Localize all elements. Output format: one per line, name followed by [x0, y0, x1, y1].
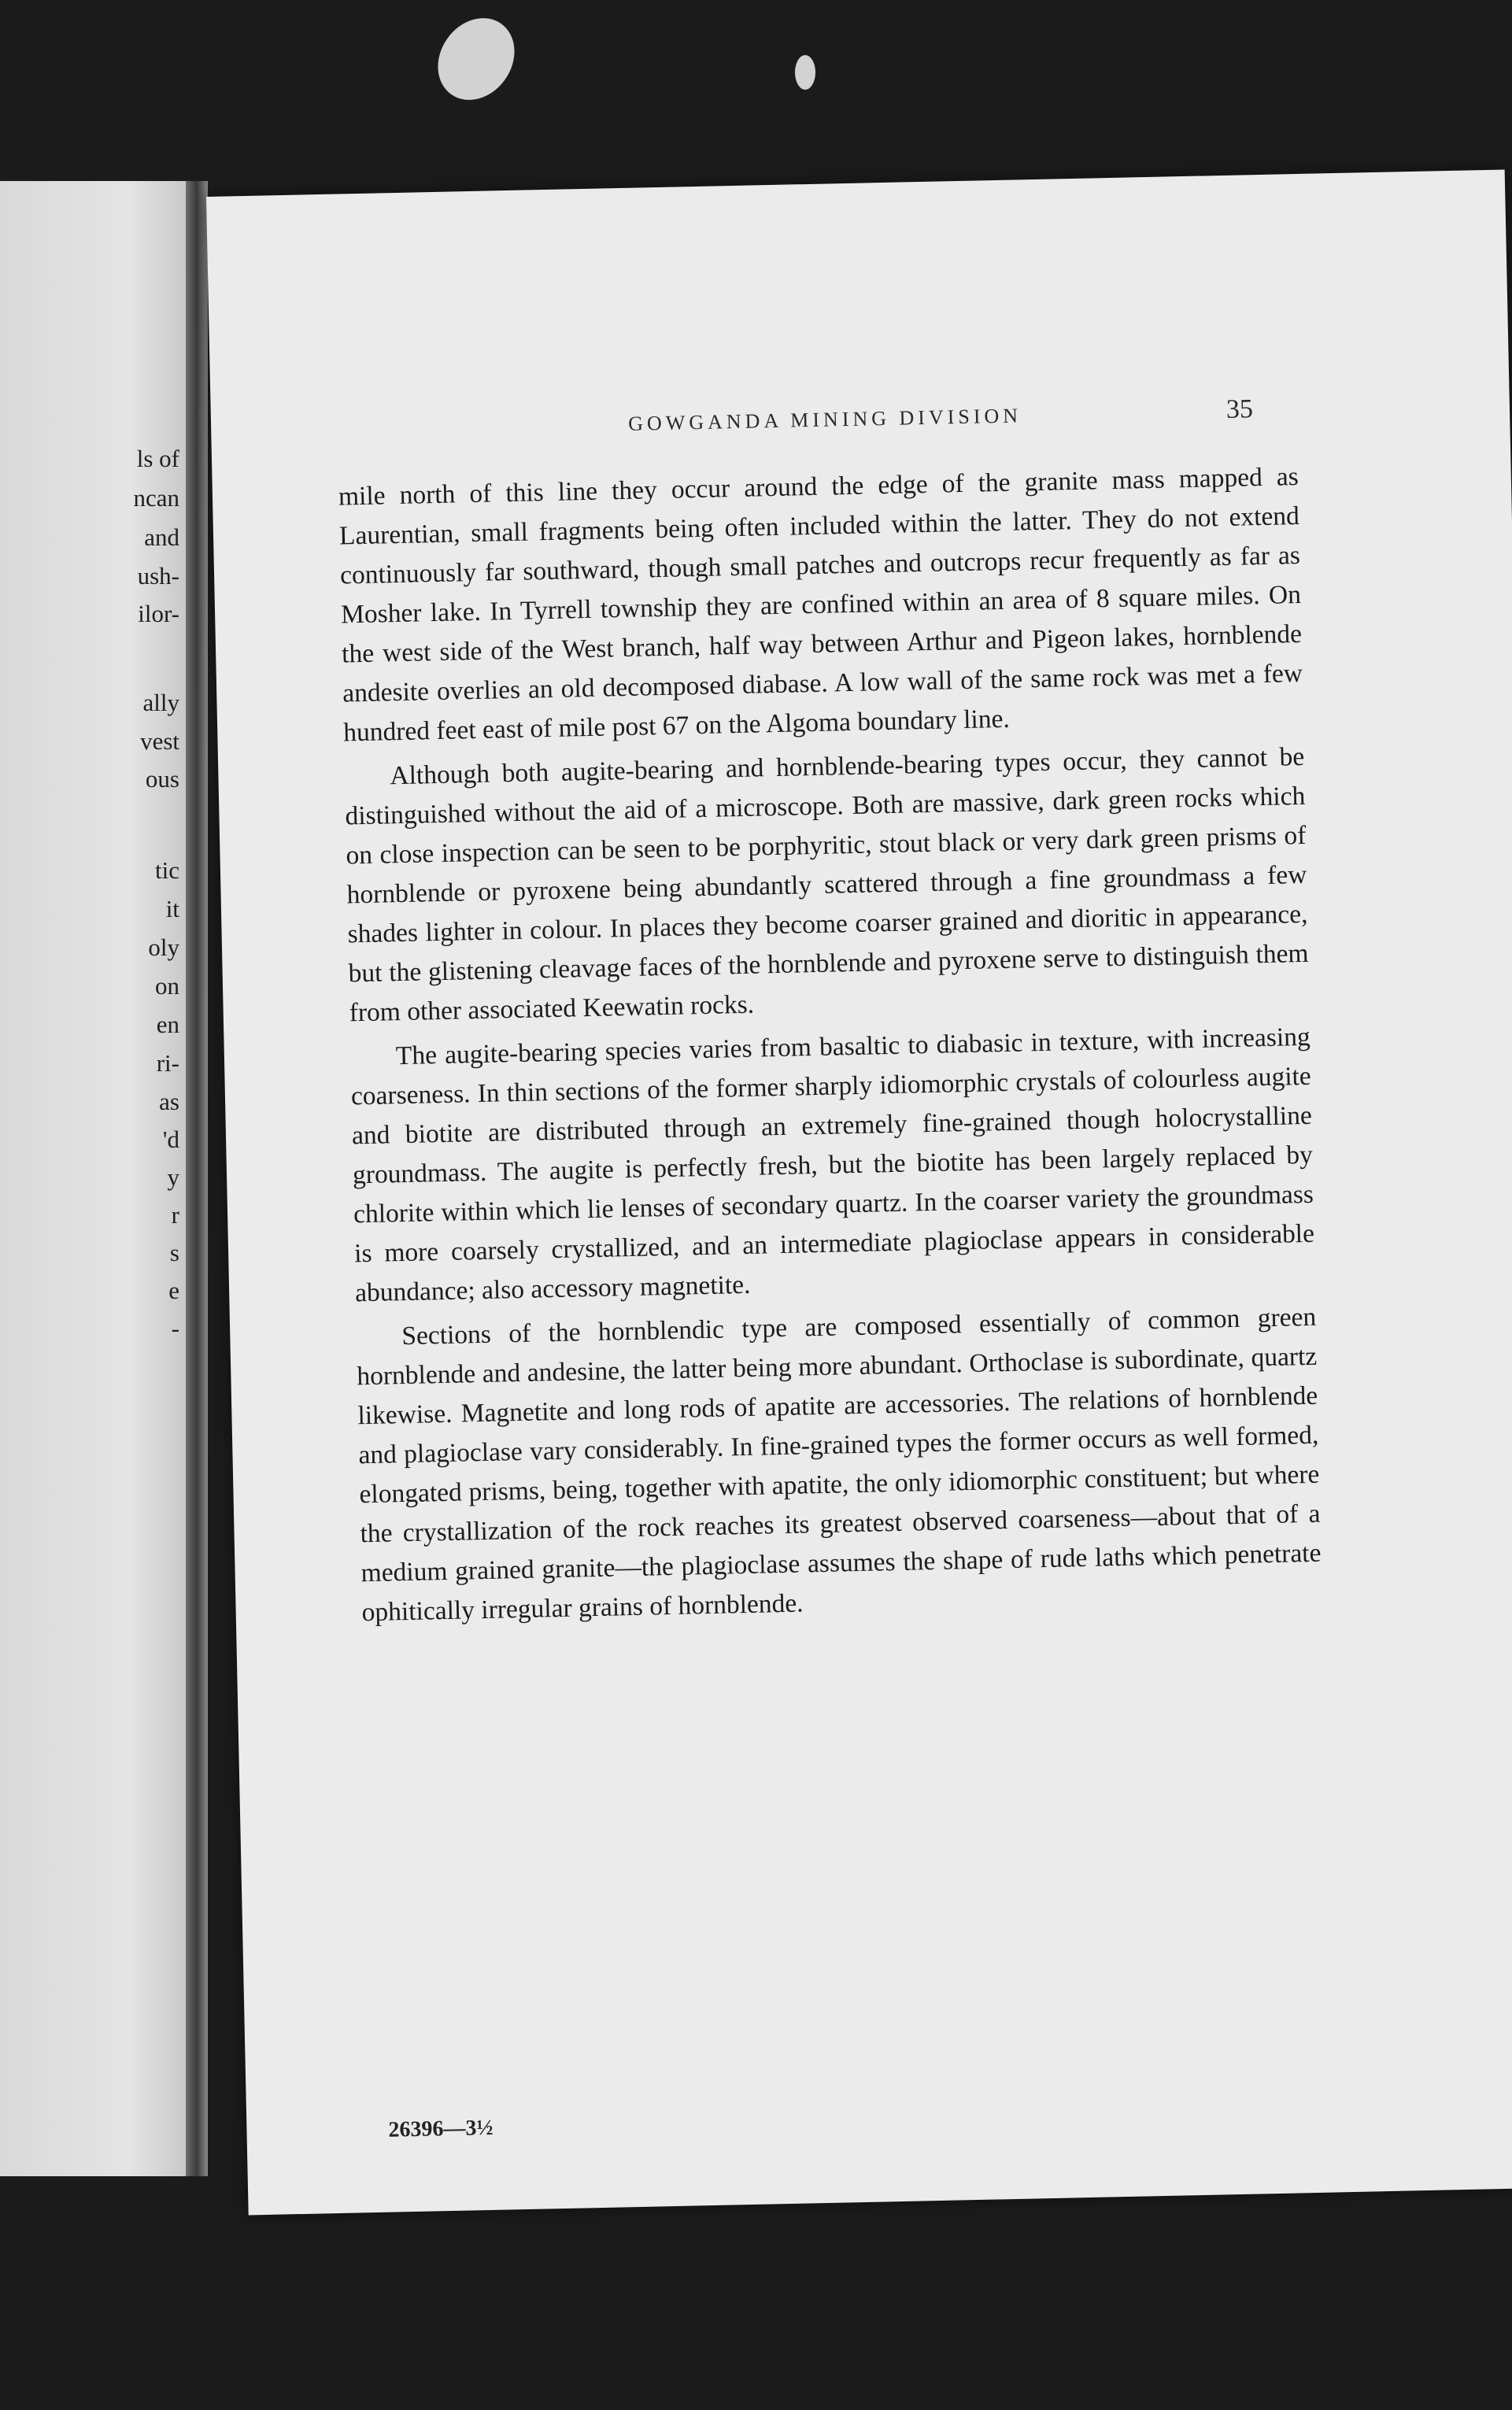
left-fragment: ri-: [156, 1049, 179, 1077]
left-fragment: ilor-: [138, 600, 179, 627]
left-fragment: e: [168, 1277, 179, 1304]
left-fragment: vest: [140, 727, 179, 755]
left-fragment: 'd: [162, 1126, 179, 1153]
paragraph: mile north of this line they occur around the edge of the granite mass mapped as Laurentian, small fragments being often included within the latter. They do not extend continuously far southward, though small patches and outcrops recur frequently as far as Mosher lake. In Tyrrell township they are confined within an area of 8 square miles. On the west side of the West branch, half way between Arthur and Pigeon lakes, hornblende andesite overlies an old decomposed diabase. A low wall of the same rock was met a few hundred feet east of mile post 67 on the Algoma boundary line.: [338, 462, 1303, 748]
left-fragment: oly: [148, 933, 179, 961]
left-fragment: on: [155, 972, 179, 1000]
scan-artifact: [795, 55, 815, 90]
book-gutter: [186, 181, 208, 2176]
left-fragment: ush-: [137, 562, 179, 590]
left-fragment: ous: [145, 765, 179, 793]
paragraph: Sections of the hornblendic type are composed essentially of common green hornblende and andesine, the latter being more abundant. Orthoclase is subordinate, quartz likewise. Magnetite and long rods of apatite are accessories. The relations of hornblende and plagioclase vary considerably. In fine-grained types the former occurs as well formed, elongated prisms, being, together with apatite, the only idiomorphic constituent; but where the crystallization of the rock reaches its greatest observed coarseness—about that of a medium grained granite—the plagioclase assumes the shape of rude laths which penetrate ophitically irregular grains of hornblende.: [357, 1302, 1322, 1628]
scan-artifact: [423, 3, 530, 115]
left-fragment: as: [159, 1088, 179, 1115]
paragraph: The augite-bearing species varies from basaltic to diabasic in texture, with increasing coarseness. In thin sections of the former sharply idiomorphic crystals of colourless augite and biotite are distributed through an extremely fine-grained though holocrystalline groundmass. The augite is perfectly fresh, but the biotite has been largely replaced by chlorite within which lie lenses of secondary quartz. In the coarser variety the groundmass is more coarsely crystallized, and an intermediate plagioclase appears in considerable abundance; also accessory magnetite.: [350, 1022, 1315, 1308]
left-fragment: y: [167, 1163, 179, 1191]
left-fragment: r: [171, 1201, 179, 1229]
left-fragment: and: [144, 523, 179, 551]
left-fragment: ally: [142, 689, 179, 716]
left-fragment: ncan: [133, 484, 179, 512]
running-head-title: GOWGANDA MINING DIVISION: [627, 404, 1022, 435]
left-fragment: it: [165, 895, 179, 922]
left-fragment: en: [156, 1011, 179, 1038]
left-fragment: ls of: [136, 445, 179, 472]
page-body: [338, 457, 1323, 1637]
left-fragment: s: [169, 1239, 179, 1266]
printer-signature: 26396—3½: [388, 2115, 494, 2142]
page-number: 35: [1225, 394, 1254, 424]
paragraph: Although both augite-bearing and hornblende-bearing types occur, they cannot be distinguished without the aid of a microscope. Both are massive, dark green rocks which on close inspection can be seen to be porphyritic, stout black or very dark green prisms of hornblende or pyroxene being abundantly scattered through a fine groundmass a few shades lighter in colour. In places they become coarser grained and dioritic in appearance, but the glistening cleavage faces of the hornblende and pyroxene serve to distinguish them from other associated Keewatin rocks.: [345, 741, 1309, 1028]
right-page: [206, 169, 1512, 2215]
running-header: [211, 394, 1510, 460]
left-fragment: -: [171, 1314, 179, 1342]
left-fragment: tic: [155, 856, 179, 884]
left-page-text-fragments: [0, 181, 186, 2176]
left-facing-page: [0, 181, 186, 2176]
